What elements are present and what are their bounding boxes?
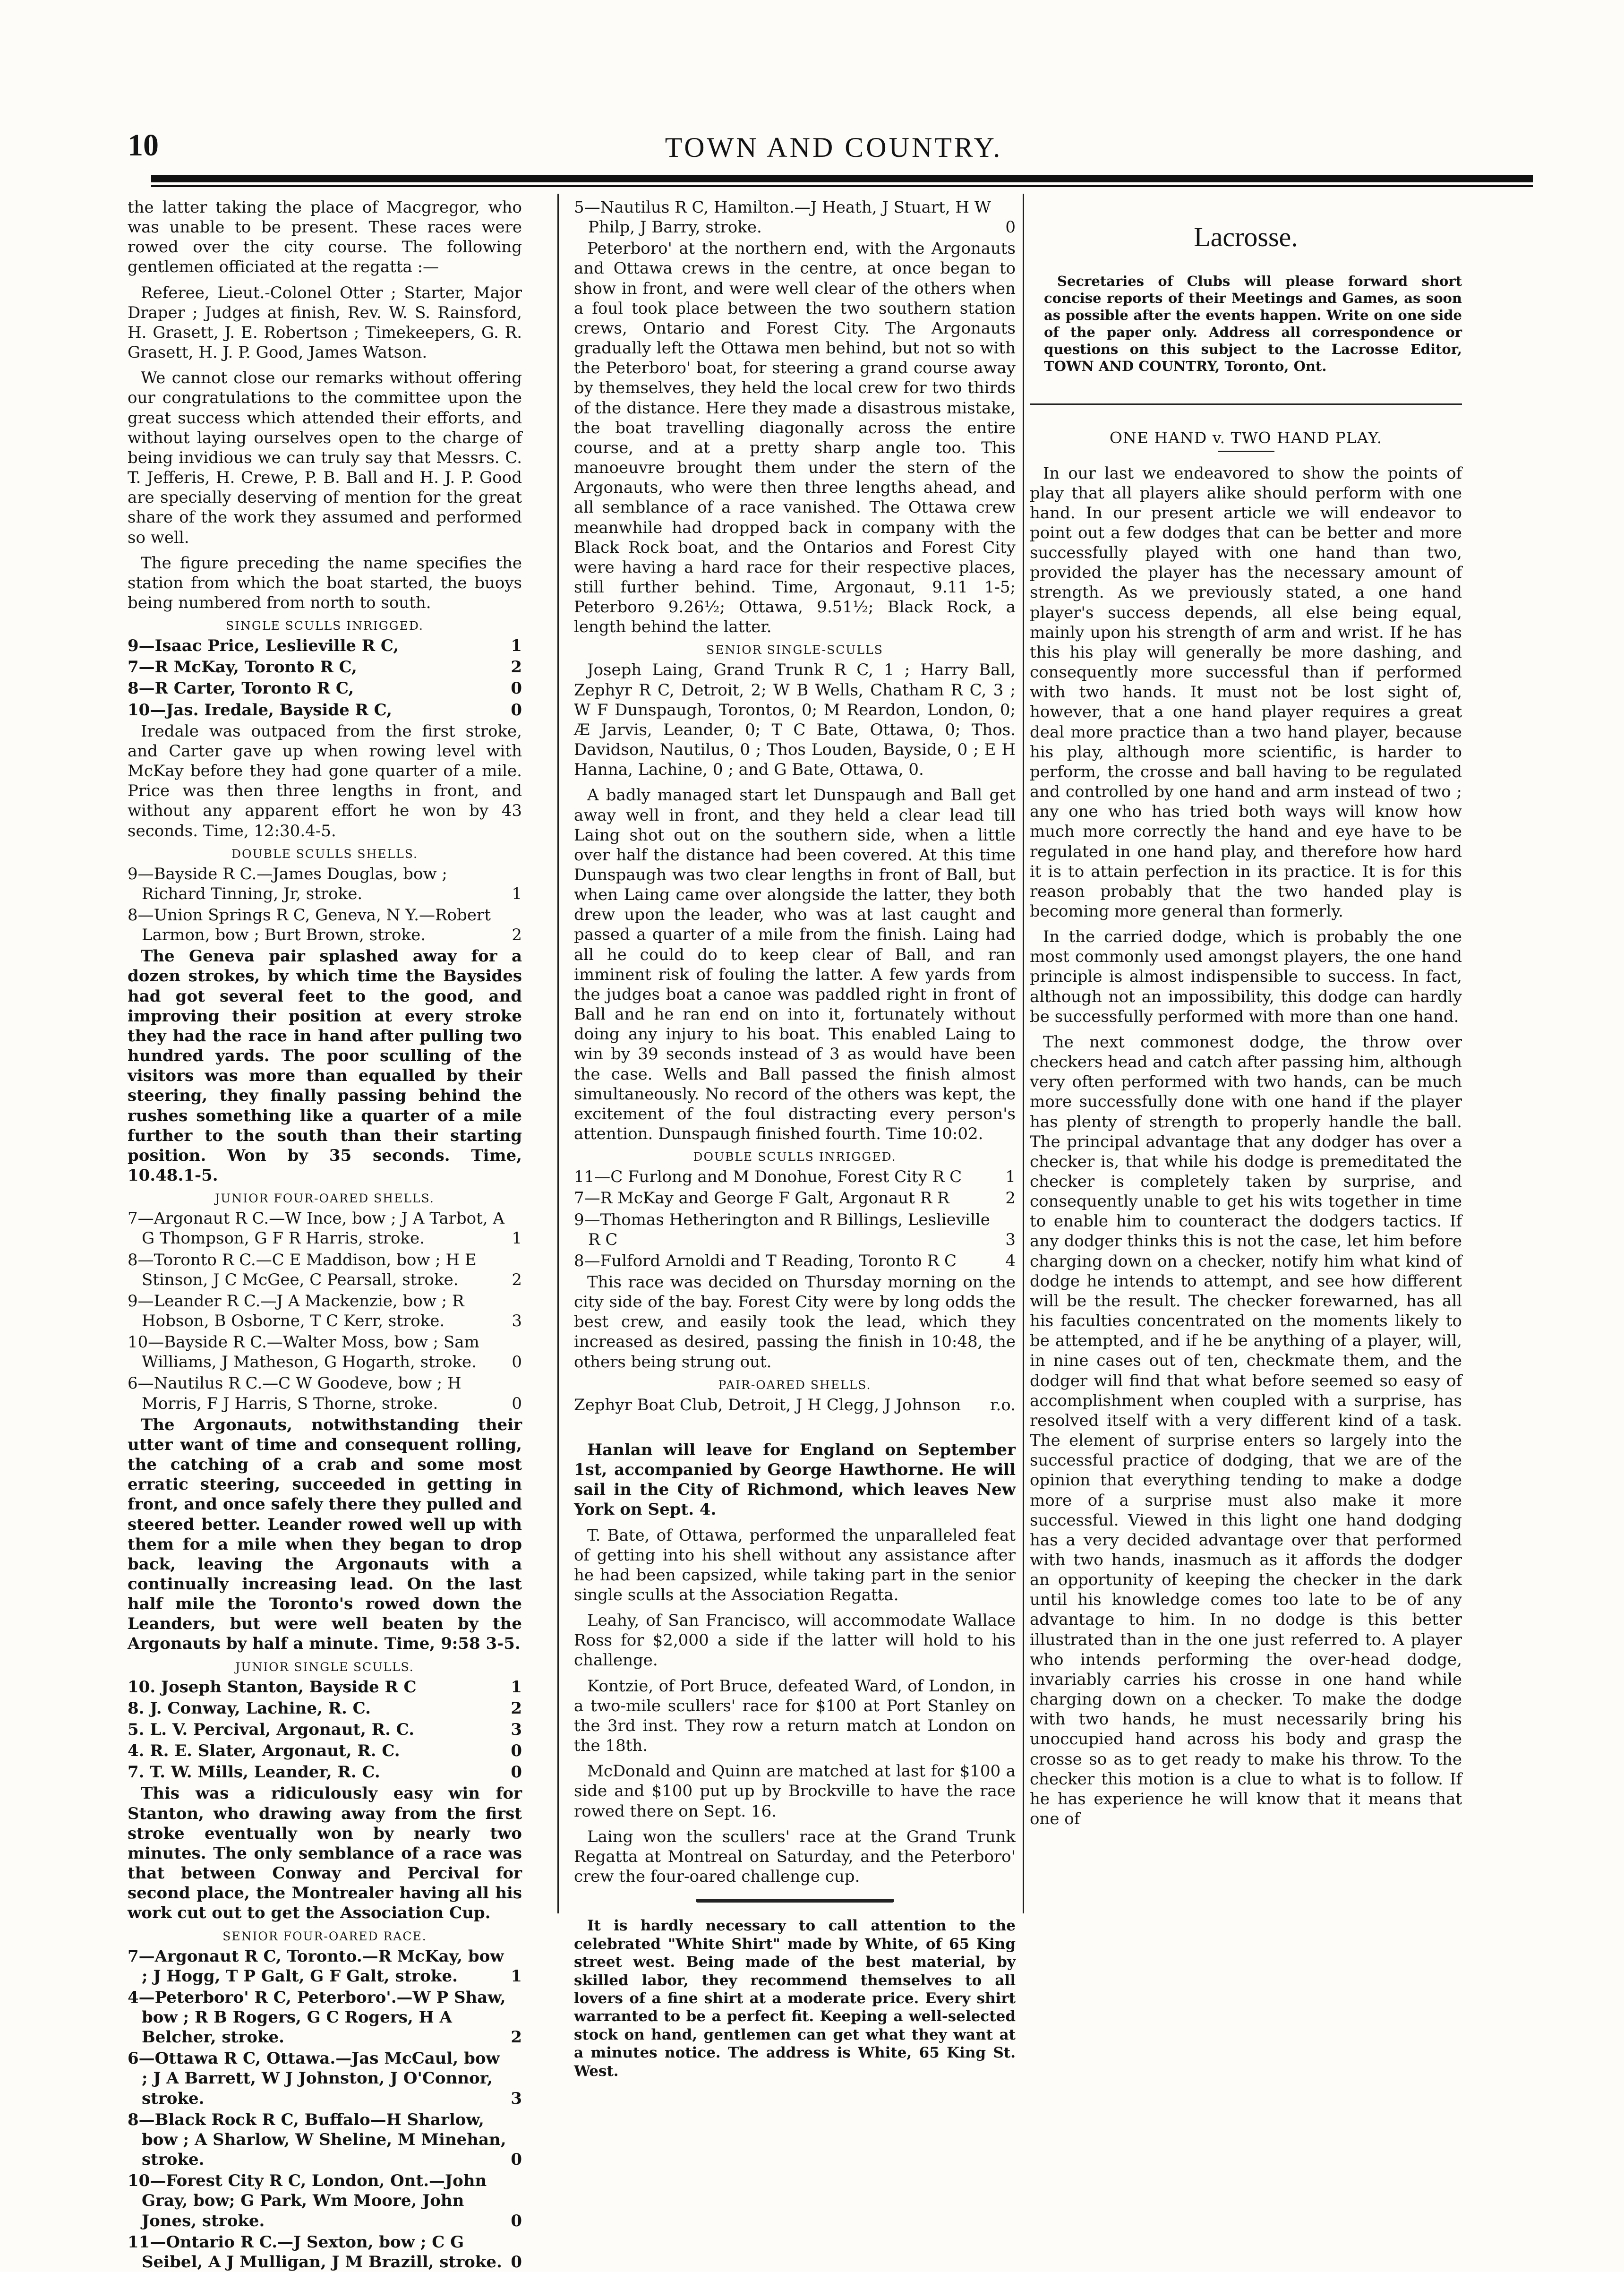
section-divider	[1030, 403, 1462, 405]
race-heading: DOUBLE SCULLS INRIGGED.	[693, 1150, 897, 1164]
race-report: This race was decided on Thursday morning on the city side of the bay. Forest City were by long odds the best crew, and easily took the lead, which they increased as desired, passing the finish in 10:48, the others being strung out.	[574, 1272, 1016, 1372]
result-entry: 8—Union Springs R C, Geneva, N Y.—Robert Larmon, bow ; Burt Brown, stroke.	[128, 906, 491, 945]
race-result	[128, 1373, 522, 1413]
result-place: 3	[511, 2089, 522, 2108]
result-place: 0	[511, 700, 522, 720]
race-result	[574, 1210, 1016, 1250]
race-heading: DOUBLE SCULLS SHELLS.	[231, 847, 418, 861]
race-result	[128, 657, 522, 677]
header-rule-thin	[151, 185, 1533, 187]
race-result	[128, 678, 522, 698]
result-place: 2	[511, 1698, 522, 1718]
race-heading: SINGLE SCULLS INRIGGED.	[226, 619, 424, 633]
race-result	[128, 1291, 522, 1331]
masthead-title: TOWN AND COUNTRY.	[665, 132, 1003, 163]
race-heading: SENIOR FOUR-OARED RACE.	[222, 1929, 427, 1943]
race-result	[128, 2110, 522, 2169]
column-divider	[557, 194, 559, 1913]
article-title: ONE HAND v. TWO HAND PLAY.	[1109, 428, 1383, 447]
race-result	[128, 1762, 522, 1782]
result-place: 1	[512, 1229, 522, 1248]
result-place: 2	[511, 658, 522, 677]
race-result	[128, 1720, 522, 1740]
result-entry: Zephyr Boat Club, Detroit, J H Clegg, J Johnson	[574, 1395, 961, 1415]
result-place: 1	[511, 636, 522, 656]
race-report: The Geneva pair splashed away for a dozen strokes, by which time the Baysides had got several feet to the good, and improving their position at every stroke they had the race in hand after pulling two hundred yards. The poor sculling of the visitors was more than equalled by their steering, they finally passing behind the rushes something like a quarter of a mile further to the south than their starting position. Won by 35 seconds. Time, 10.48.1-5.	[128, 947, 522, 1185]
result-entry: 4. R. E. Slater, Argonaut, R. C.	[128, 1741, 400, 1761]
result-entry: 11—Ontario R C.—J Sexton, bow ; C G Seibel, A J Mulligan, J M Brazill, stroke.	[128, 2232, 502, 2272]
race-report: Iredale was outpaced from the first stroke, and Carter gave up when rowing level with McKay before they had gone quarter of a mile. Price was then three lengths in front, and without any apparent effort he won by 43 seconds. Time, 12:30.4-5.	[128, 721, 522, 840]
result-entry: 7—Argonaut R C.—W Ince, bow ; J A Tarbot, A G Thompson, G F R Harris, stroke.	[128, 1209, 504, 1248]
paragraph: the latter taking the place of Macgregor, who was unable to be present. These races were rowed over the city course. The following gentlemen officiated at the regatta :—	[128, 198, 522, 277]
result-place: 2	[512, 1270, 522, 1289]
result-entry: 9—Leander R C.—J A Mackenzie, bow ; R Hobson, B Osborne, T C Kerr, stroke.	[128, 1291, 464, 1330]
news-note: Hanlan will leave for England on September 1st, accompanied by George Hawthorne. He will sail in the City of Richmond, which leaves New York on Sept. 4.	[574, 1440, 1016, 1519]
race-report: The Argonauts, notwithstanding their utter want of time and consequent rolling, the catching of a crab and some most erratic steering, succeeded in getting in front, and once safely there they pulled and steered better. Leander rowed well up with them for a mile when they began to drop back, leaving the Argonauts with a continually increasing lead. On the last half mile the Toronto's rowed down the Leanders, but were well beaten by the Argonauts by half a minute. Time, 9:58 3-5.	[128, 1415, 522, 1654]
page-header	[128, 128, 1540, 170]
result-entry: 8—R Carter, Toronto R C,	[128, 679, 354, 698]
news-note: Laing won the scullers' race at the Grand Trunk Regatta at Montreal on Saturday, and the Peterboro' crew the four-oared challenge cup.	[574, 1827, 1016, 1886]
result-place: 3	[1005, 1230, 1016, 1249]
result-entry: 7—Argonaut R C, Toronto.—R McKay, bow ; J Hogg, T P Galt, G F Galt, stroke.	[128, 1946, 504, 1986]
race-report: This was a ridiculously easy win for Stanton, who drawing away from the first stroke eventually won by nearly two minutes. The only semblance of a race was that between Conway and Percival for second place, the Montrealer having all his work cut out to get the Association Cup.	[128, 1784, 522, 1923]
result-place: 1	[511, 1966, 522, 1986]
result-entry: 10—Jas. Iredale, Bayside R C,	[128, 700, 392, 720]
result-entry: 7. T. W. Mills, Leander, R. C.	[128, 1763, 380, 1782]
race-result	[574, 1251, 1016, 1271]
result-entry: 10—Bayside R C.—Walter Moss, bow ; Sam Williams, J Matheson, G Hogarth, stroke.	[128, 1333, 479, 1372]
paragraph: Referee, Lieut.-Colonel Otter ; Starter, Major Draper ; Judges at finish, Rev. W. S. Rainsford, H. Grasett, J. E. Robertson ; Timekeepers, G. R. Grasett, H. J. P. Good, James Watson.	[128, 283, 522, 362]
race-result	[574, 197, 1016, 237]
race-result	[128, 1741, 522, 1761]
race-result	[128, 636, 522, 656]
result-place: 0	[511, 1741, 522, 1761]
news-note: T. Bate, of Ottawa, performed the unparalleled feat of getting into his shell without any assistance after he had been capsized, while taking part in the senior single sculls at the Association Regatta.	[574, 1526, 1016, 1604]
race-result	[128, 1209, 522, 1248]
race-result	[574, 1188, 1016, 1208]
paragraph: The figure preceding the name specifies the station from which the boat started, the buoys being numbered from north to south.	[128, 553, 522, 612]
race-result	[128, 1946, 522, 1986]
race-result	[128, 1332, 522, 1372]
paragraph: In our last we endeavored to show the points of play that all players alike should perform with one hand. In our present article we will endeavor to point out a few dodges that can be better and more successfully played with one hand than two, provided the player has the necessary amount of strength. As we previously stated, a one hand player's success depends, all else being equal, mainly upon his strength of arm and wrist. If he has this his play will generally be more dashing, and consequently more successful than if performed with two hands. It must not be lost sight of, however, that a one hand player requires a great deal more practice than a two hand player, because his play, although more scientific, is harder to perform, the crosse and ball having to be regulated and controlled by one hand and arm instead of two ; any one who has tried both ways will know how much more correctly the hand and eye have to be regulated in one hand play, and therefore how hard it is to attain perfection in its practice. It is for this reason probably that the two handed play is becoming more general than formerly.	[1030, 463, 1462, 921]
result-entry: 9—Bayside R C.—James Douglas, bow ; Richard Tinning, Jr, stroke.	[128, 864, 447, 903]
result-entry: 6—Ottawa R C, Ottawa.—Jas McCaul, bow ; J A Barrett, W J Johnston, J O'Connor, stroke.	[128, 2049, 500, 2108]
result-place: 1	[512, 884, 522, 903]
result-place: 0	[511, 2252, 522, 2272]
result-place: 0	[511, 2211, 522, 2230]
column-lacrosse	[1030, 197, 1462, 1912]
section-ornament	[696, 1899, 894, 1903]
result-entry: 4—Peterboro' R C, Peterboro'.—W P Shaw, bow ; R B Rogers, G C Rogers, H A Belcher, stroke.	[128, 1988, 506, 2047]
result-place: 0	[511, 679, 522, 698]
column-rowing-continued	[574, 197, 1016, 2080]
race-result	[128, 1677, 522, 1697]
race-result	[128, 1988, 522, 2047]
race-result	[128, 864, 522, 904]
editor-notice: Secretaries of Clubs will please forward short concise reports of their Meetings and Games, as soon as possible after the events happen. Write on one side of the paper only. Address all correspondence or questions on this subject to the Lacrosse Editor, TOWN AND COUNTRY, Toronto, Ont.	[1044, 273, 1462, 374]
race-report: A badly managed start let Dunspaugh and Ball get away well in front, and they held a clear lead till Laing shot out on the southern side, when a little over half the distance had been covered. At this time Dunspaugh was two clear lengths in front of Ball, but when Laing came over alongside the latter, they both drew upon the leader, who was at last caught and passed a quarter of a mile from the finish. Laing had all he could do to keep clear of Ball, and ran imminent risk of fouling the latter. A few yards from the judges boat a canoe was paddled right in front of Ball and he ran end on into it, fortunately without doing any injury to his boat. This enabled Laing to win by 39 seconds instead of 3 as would have been the case. Wells and Ball passed the finish almost simultaneously. No record of the others was kept, the excitement of the foul distracting every person's attention. Dunspaugh finished fourth. Time 10:02.	[574, 786, 1016, 1144]
result-place: 0	[511, 2150, 522, 2169]
paragraph: We cannot close our remarks without offering our congratulations to the committee upon the great success which attended their efforts, and without laying ourselves open to the charge of being invidious we can truly say that Messrs. C. T. Jefferis, H. Crewe, P. B. Ball and H. J. P. Good are specially deserving of mention for the great share of the work they assumed and performed so well.	[128, 369, 522, 547]
paragraph: In the carried dodge, which is probably the one most commonly used amongst players, the one hand principle is almost indispensible to success. In fact, although not an impossibility, this dodge can hardly be successfully performed with more than one hand.	[1030, 927, 1462, 1026]
result-place: 0	[512, 1394, 522, 1413]
race-result	[128, 905, 522, 945]
result-entry: 5. L. V. Percival, Argonaut, R. C.	[128, 1720, 415, 1739]
result-entry: 5—Nautilus R C, Hamilton.—J Heath, J Stuart, H W Philp, J Barry, stroke.	[574, 198, 991, 237]
result-entry: 8—Fulford Arnoldi and T Reading, Toronto R C	[574, 1251, 957, 1270]
race-results-text: Joseph Laing, Grand Trunk R C, 1 ; Harry Ball, Zephyr R C, Detroit, 2; W B Wells, Chatham R C, 3 ; W F Dunspaugh, Torontos, 0; M Reardon, London, 0; Æ Jarvis, Leander, 0; T C Bate, Ottawa, 0; Thos. Davidson, Nautilus, 0 ; Thos Louden, Bayside, 0 ; E H Hanna, Lachine, 0 ; and G Bate, Ottawa, 0.	[574, 660, 1016, 780]
result-entry: 8—Black Rock R C, Buffalo—H Sharlow, bow ; A Sharlow, W Sheline, M Minehan, stroke.	[128, 2110, 506, 2169]
result-entry: 9—Isaac Price, Leslieville R C,	[128, 636, 399, 656]
result-entry: 8—Toronto R C.—C E Maddison, bow ; H E Stinson, J C McGee, C Pearsall, stroke.	[128, 1250, 477, 1289]
header-rule	[151, 175, 1533, 182]
column-rowing-results	[128, 197, 522, 2272]
race-heading: PAIR-OARED SHELLS.	[718, 1378, 872, 1392]
race-result	[574, 1167, 1016, 1187]
race-result	[128, 1250, 522, 1290]
page-number: 10	[128, 128, 159, 163]
result-entry: 9—Thomas Hetherington and R Billings, Leslieville R C	[574, 1210, 990, 1249]
race-heading: JUNIOR SINGLE SCULLS.	[235, 1660, 414, 1674]
result-place: 2	[511, 2028, 522, 2047]
result-place: 2	[1005, 1189, 1016, 1208]
race-result	[128, 1698, 522, 1718]
result-entry: 11—C Furlong and M Donohue, Forest City R C	[574, 1167, 962, 1187]
advertisement: It is hardly necessary to call attention to the celebrated "White Shirt" made by White, of 65 King street west. Being made of the best material, by skilled labor, they recommend themselves to all lovers of a fine shirt at a moderate price. Every shirt warranted to be a perfect fit. Keeping a well-selected stock on hand, gentlemen can get what they want at a minutes notice. The address is White, 65 King St. West.	[574, 1917, 1016, 2080]
result-entry: 7—R McKay, Toronto R C,	[128, 658, 357, 677]
result-place: r.o.	[990, 1395, 1016, 1415]
result-entry: 6—Nautilus R C.—C W Goodeve, bow ; H Morris, F J Harris, S Thorne, stroke.	[128, 1374, 462, 1413]
column-divider	[1023, 194, 1024, 1913]
result-place: 3	[511, 1720, 522, 1739]
result-place: 0	[511, 1763, 522, 1782]
race-result	[128, 2171, 522, 2230]
result-place: 3	[512, 1311, 522, 1330]
result-place: 0	[1005, 218, 1016, 237]
paragraph: The next commonest dodge, the throw over checkers head and catch after passing him, although very often performed with two hands, can be much more successfully done with one hand if the player has plenty of strength to properly handle the ball. The principal advantage that any dodger has over a checker is, that while his dodge is premeditated the checker is completely taken by surprise, and consequently unable to get his wits together in time to enable him to counteract the dodgers tactics. If any dodger thinks this is not the case, let him before charging down on a checker, notify him what kind of dodge he intends to attempt, and see how different will be the result. The checker forewarned, has all his faculties concentrated on the moments likely to be attempted, and if he be anything of a player, will, in nine cases out of ten, checkmate them, and the dodger will find that what before seemed so easy of accomplishment when coupled with a surprise, has resolved itself with a very different kind of a task. The element of surprise enters so largely into the successful practice of dodging, that we are of the opinion that everything tending to make a dodge more of a surprise must also make it more successful. Viewed in this light one hand dodging has a very decided advantage over that performed with two hands, inasmuch as it affords the dodger an opportunity of keeping the checker in the dark until his knowledge comes too late to be of any advantage to him. In no dodge is this better illustrated than in the one just referred to. A player who intends performing the over-head dodge, invariably carries his crosse in one hand while charging down on a checker. To make the dodge with two hands, he must necessarily bring his unoccupied hand across his body and grasp the crosse so as to get ready to make his throw. To the checker this motion is a clue to what is to follow. If he has experience he will know that it means that one of	[1030, 1032, 1462, 1828]
result-place: 0	[512, 1353, 522, 1372]
result-place: 2	[512, 926, 522, 945]
result-place: 1	[511, 1677, 522, 1697]
result-entry: 8. J. Conway, Lachine, R. C.	[128, 1698, 371, 1718]
race-report: Peterboro' at the northern end, with the Argonauts and Ottawa crews in the centre, at once began to show in front, and were well clear of the others when a foul took place between the two southern station crews, Ontario and Forest City. The Argonauts gradually left the Ottawa men behind, but not so with the Peterboro' boat, for steering a grand course away by themselves, they held the local crew for two thirds of the distance. Here they made a disastrous mistake, the boat travelling diagonally across the entire course, and at a pretty sharp angle too. This manoeuvre brought them under the stern of the Argonauts, who were then three lengths ahead, and all semblance of a race vanished. The Ottawa crew meanwhile had dropped back in company with the Black Rock boat, and the Ontarios and Forest City were having a hard race for their respective places, still further behind. Time, Argonaut, 9.11 1-5; Peterboro 9.26½; Ottawa, 9.51½; Black Rock, a length behind the latter.	[574, 239, 1016, 637]
race-heading: SENIOR SINGLE-SCULLS	[706, 643, 883, 657]
race-result	[128, 2232, 522, 2272]
news-note: McDonald and Quinn are matched at last for $100 a side and $100 put up by Brockville to have the race rowed there on Sept. 16.	[574, 1762, 1016, 1821]
result-place: 1	[1005, 1167, 1016, 1187]
news-note: Leahy, of San Francisco, will accommodate Wallace Ross for $2,000 a side if the latter will hold to his challenge.	[574, 1611, 1016, 1670]
race-heading: JUNIOR FOUR-OARED SHELLS.	[215, 1192, 435, 1206]
result-entry: 10—Forest City R C, London, Ont.—John Gray, bow; G Park, Wm Moore, John Jones, stroke.	[128, 2171, 487, 2230]
result-entry: 7—R McKay and George F Galt, Argonaut R R	[574, 1189, 949, 1208]
race-result	[128, 2049, 522, 2108]
result-entry: 10. Joseph Stanton, Bayside R C	[128, 1677, 417, 1697]
result-place: 4	[1005, 1251, 1016, 1270]
race-result	[128, 700, 522, 720]
section-title: Lacrosse.	[1194, 222, 1298, 252]
news-note: Kontzie, of Port Bruce, defeated Ward, of London, in a two-mile scullers' race for $100 at Port Stanley on the 3rd inst. They row a return match at London on the 18th.	[574, 1676, 1016, 1756]
title-rule	[1218, 451, 1274, 452]
race-result	[574, 1395, 1016, 1415]
